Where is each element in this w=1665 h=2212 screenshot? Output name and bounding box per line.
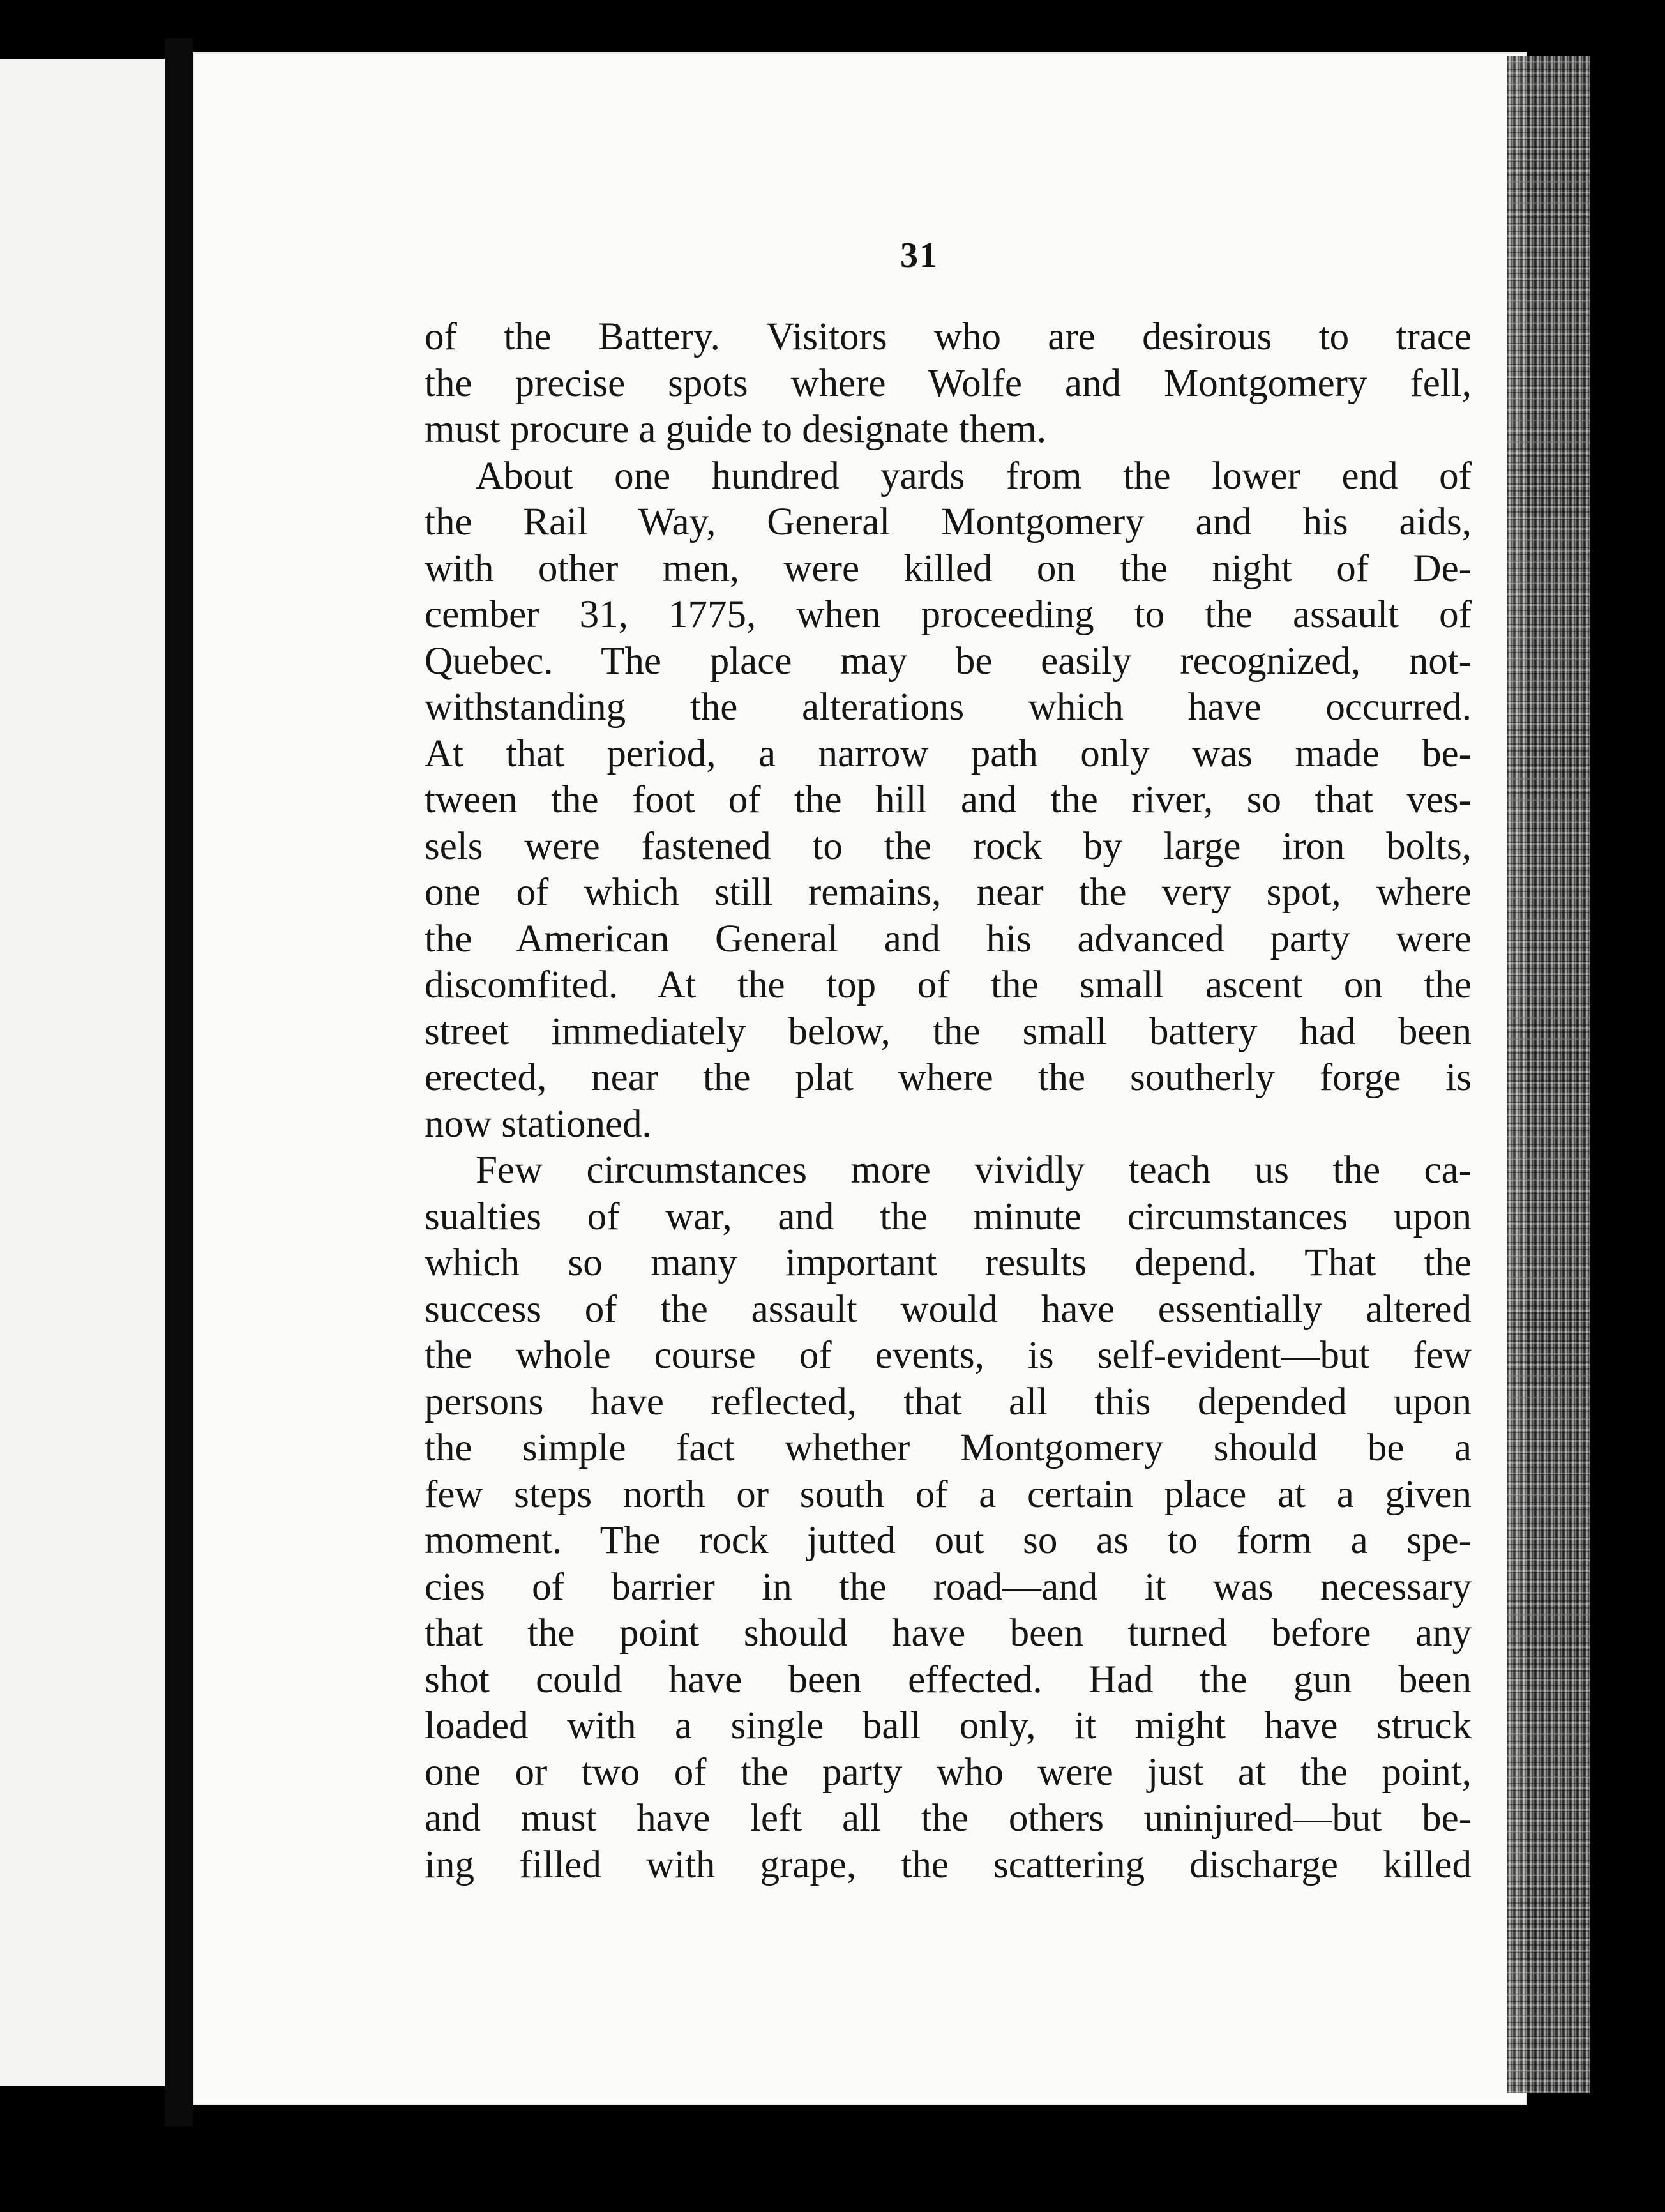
- text-line: street immediately below, the small battery had been: [425, 1010, 1472, 1053]
- text-line: now stationed.: [425, 1102, 652, 1146]
- text-line: cember 31, 1775, when proceeding to the assault of: [425, 593, 1472, 636]
- text-line: the simple fact whether Montgomery should be a: [425, 1427, 1472, 1469]
- text-line: the American General and his advanced party were: [425, 917, 1472, 960]
- text-line: and must have left all the others uninjured—but be-: [425, 1797, 1472, 1840]
- text-line: sualties of war, and the minute circumstances upon: [425, 1195, 1472, 1238]
- text-line: discomfited. At the top of the small ascent on the: [425, 964, 1472, 1006]
- text-line: Quebec. The place may be easily recognized, not-: [425, 639, 1472, 683]
- text-line: sels were fastened to the rock by large iron bolts,: [425, 824, 1472, 868]
- text-line: ing filled with grape, the scattering discharge killed: [425, 1843, 1472, 1886]
- page-number: 31: [900, 236, 938, 275]
- text-line: moment. The rock jutted out so as to form a spe-: [425, 1519, 1472, 1562]
- text-line: At that period, a narrow path only was made be-: [425, 732, 1472, 775]
- text-line: of the Battery. Visitors who are desirous to trace: [425, 315, 1472, 358]
- page-stack-texture: [1507, 56, 1590, 2093]
- text-line: the whole course of events, is self-evident—but few: [425, 1334, 1472, 1377]
- text-line: shot could have been effected. Had the gun been: [425, 1658, 1472, 1701]
- left-page-edge: [0, 59, 165, 2086]
- text-line: with other men, were killed on the night of De-: [425, 547, 1472, 590]
- book-gutter: [165, 38, 193, 2126]
- text-line: must procure a guide to designate them.: [425, 408, 1047, 451]
- text-line: persons have reflected, that all this depended upon: [425, 1380, 1472, 1423]
- text-line: withstanding the alterations which have occurred.: [425, 686, 1472, 729]
- text-line: About one hundred yards from the lower end of: [476, 454, 1472, 497]
- text-line: Few circumstances more vividly teach us the ca-: [476, 1149, 1472, 1192]
- text-line: that the point should have been turned before any: [425, 1612, 1472, 1655]
- text-line: one or two of the party who were just at the point,: [425, 1750, 1472, 1794]
- text-line: one of which still remains, near the very spot, where: [425, 871, 1472, 914]
- text-line: cies of barrier in the road—and it was necessary: [425, 1565, 1472, 1609]
- text-line: erected, near the plat where the southerly forge is: [425, 1056, 1472, 1099]
- body-text: [425, 314, 1472, 1888]
- text-line: the precise spots where Wolfe and Montgomery fell,: [425, 361, 1472, 405]
- text-line: loaded with a single ball only, it might have struck: [425, 1704, 1472, 1747]
- text-line: the Rail Way, General Montgomery and his aids,: [425, 501, 1472, 543]
- text-line: few steps north or south of a certain place at a given: [425, 1473, 1472, 1516]
- text-line: which so many important results depend. That the: [425, 1241, 1472, 1284]
- text-line: tween the foot of the hill and the river, so that ves-: [425, 778, 1472, 821]
- text-line: success of the assault would have essentially altered: [425, 1287, 1472, 1331]
